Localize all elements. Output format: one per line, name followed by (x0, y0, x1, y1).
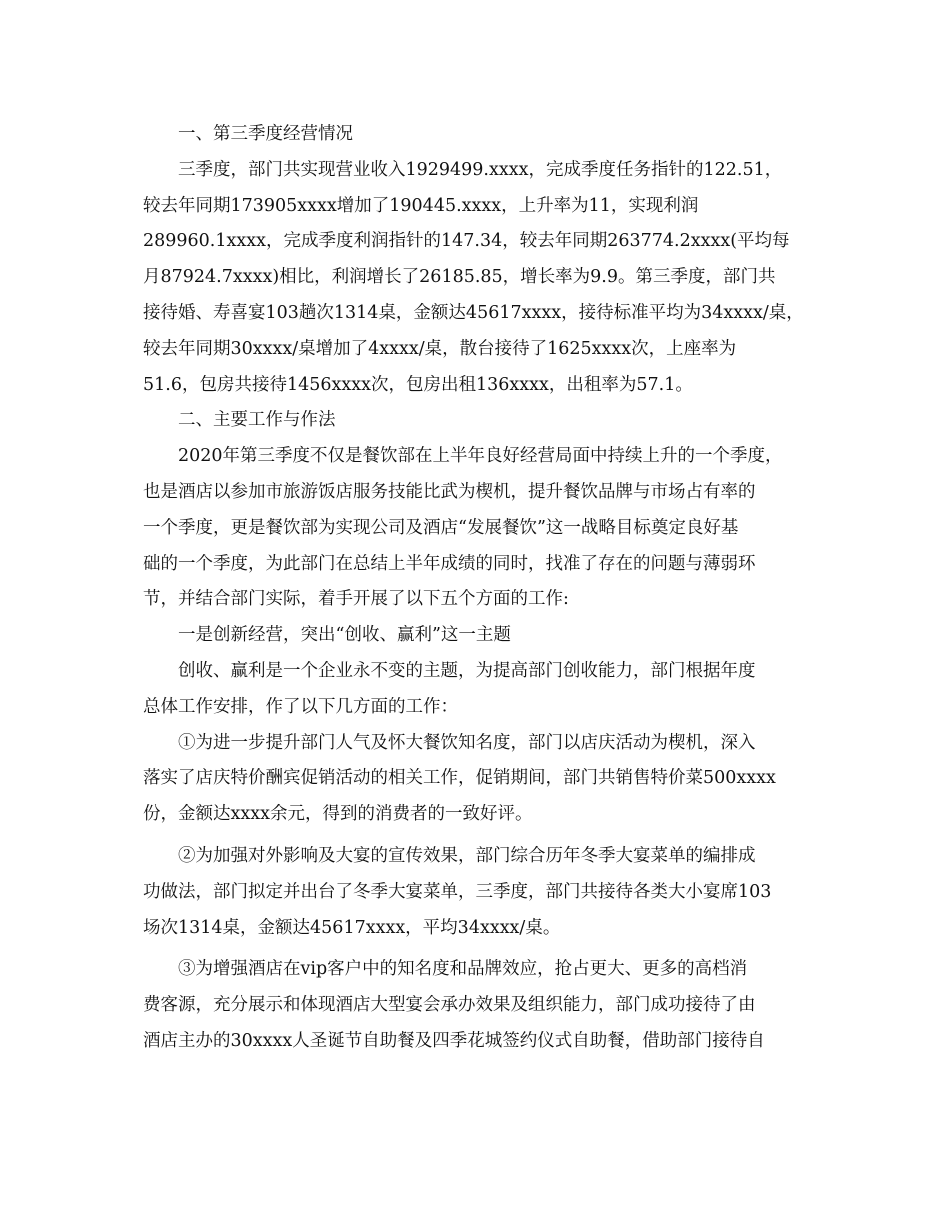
paragraph-line: 也是酒店以参加市旅游饭店服务技能比武为楔机，提升餐饮品牌与市场占有率的 (143, 481, 756, 502)
paragraph-line: 51.6，包房共接待1456xxxx次，包房出租136xxxx，出租率为57.1。 (143, 374, 693, 395)
paragraph-line: 总体工作安排，作了以下几方面的工作： (143, 696, 458, 717)
paragraph-line: 较去年同期173905xxxx增加了190445.xxxx，上升率为11，实现利润 (143, 195, 699, 216)
paragraph-line: 一个季度，更是餐饮部为实现公司及酒店“发展餐饮”这一战略目标奠定良好基 (143, 517, 739, 538)
list-item-line: 费客源，充分展示和体现酒店大型宴会承办效果及组织能力，部门成功接待了由 (143, 995, 756, 1016)
paragraph-line: 接待婚、寿喜宴103趟次1314桌，金额达45617xxxx，接待标准平均为34xxxx/桌， (143, 302, 804, 323)
paragraph-line: 2020年第三季度不仅是餐饮部在上半年良好经营局面中持续上升的一个季度， (178, 446, 783, 467)
paragraph-line: 节，并结合部门实际，着手开展了以下五个方面的工作: (143, 589, 569, 610)
subheading: 一是创新经营，突出“创收、赢利”这一主题 (178, 625, 511, 646)
paragraph-line: 础的一个季度，为此部门在总结上半年成绩的同时，找准了存在的问题与薄弱环 (143, 553, 756, 574)
list-item-line: 功做法，部门拟定并出台了冬季大宴菜单，三季度，部门共接待各类大小宴席103 (143, 881, 772, 902)
paragraph-line: 较去年同期30xxxx/桌增加了4xxxx/桌，散台接待了1625xxxx次，上座率为 (143, 338, 737, 359)
list-item-line: ②为加强对外影响及大宴的宣传效果，部门综合历年冬季大宴菜单的编排成 (178, 845, 756, 866)
paragraph-line: 三季度，部门共实现营业收入1929499.xxxx，完成季度任务指针的122.51， (178, 159, 783, 180)
paragraph-line: 289960.1xxxx，完成季度利润指针的147.34，较去年同期263774.2xxxx(平均每 (143, 231, 790, 252)
section-heading-1: 一、第三季度经营情况 (178, 124, 353, 144)
list-item-line: 落实了店庆特价酬宾促销活动的相关工作，促销期间，部门共销售特价菜500xxxx (143, 768, 776, 789)
list-item-line: ①为进一步提升部门人气及怀大餐饮知名度，部门以店庆活动为楔机，深入 (178, 732, 756, 753)
document-body (143, 117, 833, 1060)
list-item-line: ③为增强酒店在vip客户中的知名度和品牌效应，抢占更大、更多的高档消 (178, 959, 748, 980)
list-item-line: 场次1314桌，金额达45617xxxx，平均34xxxx/桌。 (143, 917, 561, 938)
paragraph-line: 月87924.7xxxx)相比，利润增长了26185.85，增长率为9.9。第三季度，部门共 (143, 267, 776, 288)
section-heading-2: 二、主要工作与作法 (178, 410, 336, 431)
paragraph-line: 创收、赢利是一个企业永不变的主题，为提高部门创收能力，部门根据年度 (178, 660, 756, 681)
list-item-line: 份，金额达xxxx余元，得到的消费者的一致好评。 (143, 804, 533, 825)
list-item-line: 酒店主办的30xxxx人圣诞节自助餐及四季花城签约仪式自助餐，借助部门接待自 (143, 1030, 765, 1051)
